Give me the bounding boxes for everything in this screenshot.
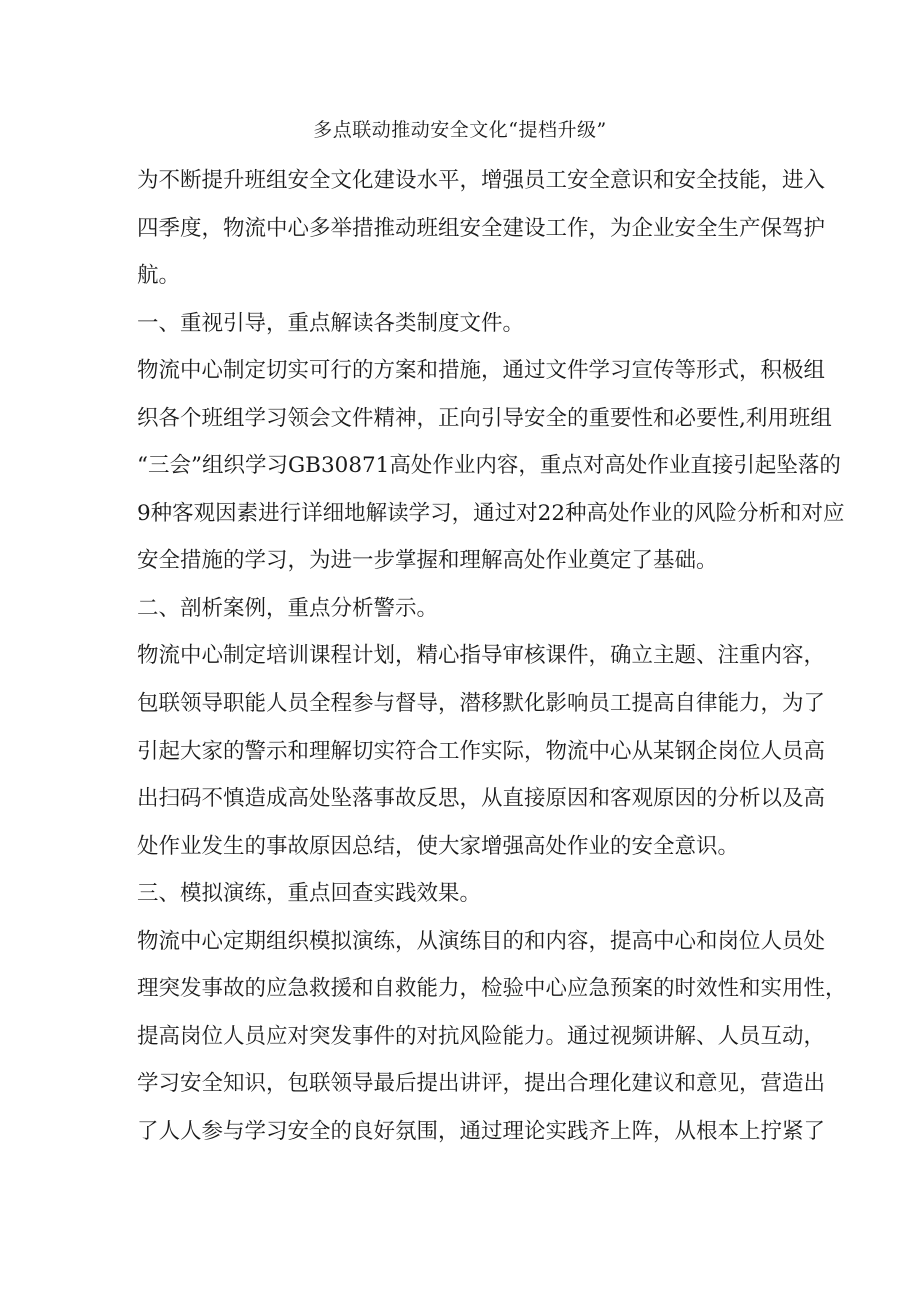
paragraph-line: 物流中心制定切实可行的方案和措施，通过文件学习宣传等形式，积极组 [137, 358, 826, 383]
paragraph-line: 物流中心制定培训课程计划，精心指导审核课件，确立主题、注重内容， [137, 643, 826, 668]
paragraph-line: 航。 [137, 263, 181, 288]
paragraph-line: 9种客观因素进行详细地解读学习，通过对22种高处作业的风险分析和对应 [137, 501, 845, 526]
section-heading: 一、重视引导，重点解读各类制度文件。 [137, 311, 525, 336]
document-title: 多点联动推动安全文化“提档升级” [313, 119, 607, 141]
paragraph-line: 了人人参与学习安全的良好氛围，通过理论实践齐上阵，从根本上拧紧了 [137, 1119, 826, 1144]
paragraph-line: 为不断提升班组安全文化建设水平，增强员工安全意识和安全技能，进入 [137, 168, 826, 193]
paragraph-line: 学习安全知识，包联领导最后提出讲评，提出合理化建议和意见，营造出 [137, 1071, 826, 1096]
paragraph-line: “三会”组织学习GB30871高处作业内容，重点对高处作业直接引起坠落的 [137, 453, 841, 478]
paragraph-line: 织各个班组学习领会文件精神，正向引导安全的重要性和必要性,利用班组 [137, 406, 832, 431]
paragraph-line: 四季度，物流中心多举措推动班组安全建设工作，为企业安全生产保驾护 [137, 216, 826, 241]
section-heading: 二、剖析案例，重点分析警示。 [137, 596, 439, 621]
section-heading: 三、模拟演练，重点回查实践效果。 [137, 881, 482, 906]
paragraph-line: 物流中心定期组织模拟演练，从演练目的和内容，提高中心和岗位人员处 [137, 929, 826, 954]
paragraph-line: 理突发事故的应急救援和自救能力，检验中心应急预案的时效性和实用性， [137, 976, 847, 1001]
paragraph-line: 处作业发生的事故原因总结，使大家增强高处作业的安全意识。 [137, 834, 740, 859]
paragraph-line: 出扫码不慎造成高处坠落事故反思，从直接原因和客观原因的分析以及高 [137, 786, 826, 811]
paragraph-line: 包联领导职能人员全程参与督导，潜移默化影响员工提高自律能力，为了 [137, 691, 826, 716]
paragraph-line: 引起大家的警示和理解切实符合工作实际，物流中心从某钢企岗位人员高 [137, 739, 826, 764]
paragraph-line: 提高岗位人员应对突发事件的对抗风险能力。通过视频讲解、人员互动， [137, 1024, 826, 1049]
paragraph-line: 安全措施的学习，为进一步掌握和理解高处作业奠定了基础。 [137, 548, 718, 573]
